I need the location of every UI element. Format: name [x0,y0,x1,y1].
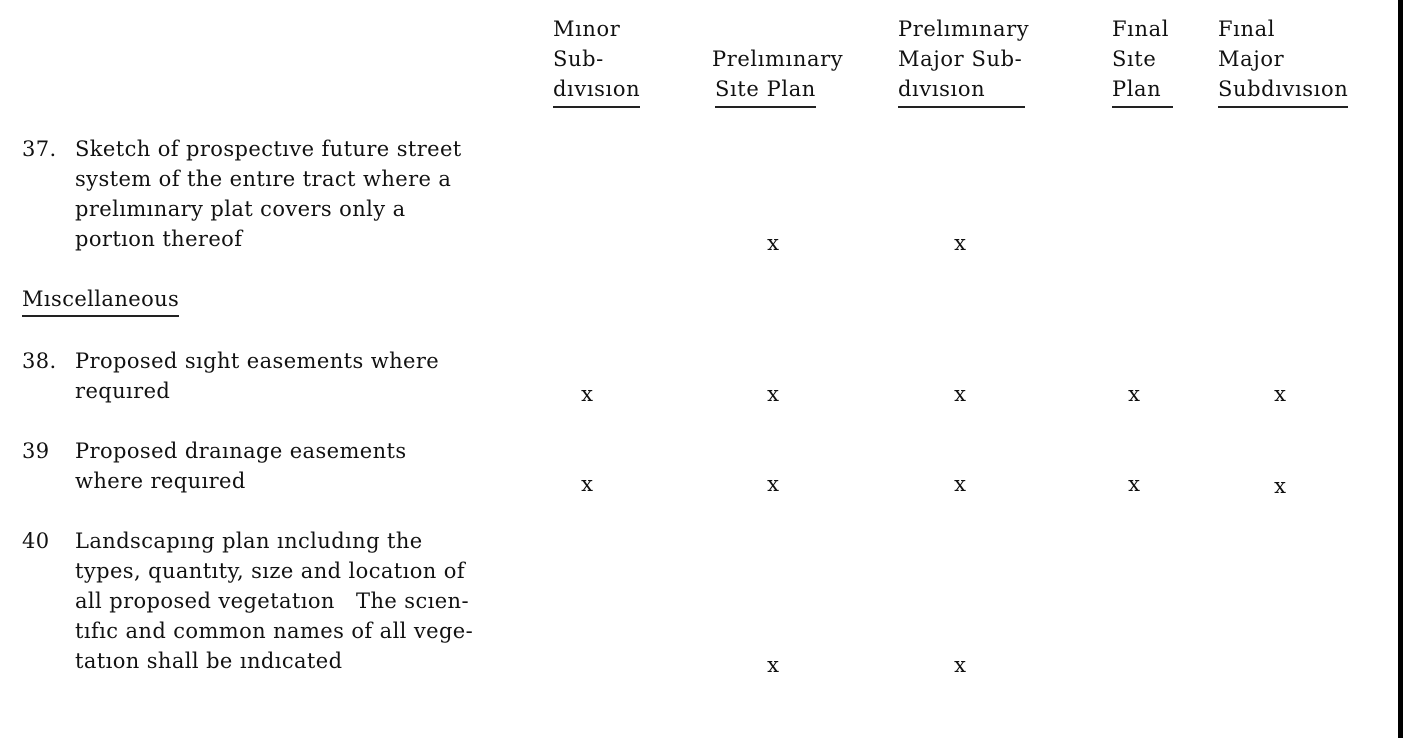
item-description [75,346,545,406]
item-description-line: Sketch of prospectıve future street [75,137,462,161]
column-header-line: Major Sub- [898,47,1023,71]
item-description-line: requıred [75,379,171,403]
item-description-line: all proposed vegetatıon The scıen- [75,589,469,613]
column-header-line: Sıte [1112,47,1157,71]
column-header-line: Fınal [1218,17,1276,41]
mark-39-preliminary-site-plan: x [767,472,779,496]
column-header-line: Prelımınary [898,17,1030,41]
item-description [75,526,545,676]
item-description-line: prelımınary plat covers only a [75,197,406,221]
item-description [75,436,545,496]
item-description-line: Proposed sıght easements where [75,349,440,373]
item-description-line: types, quantıty, sıze and locatıon of [75,559,466,583]
item-description-line: tatıon shall be ındıcated [75,649,343,673]
item-description-line: tıfıc and common names of all vege- [75,619,474,643]
column-header-preliminary-site-plan [712,44,843,108]
column-header-line: Subdıvısıon [1218,74,1348,108]
column-header-line: Major [1218,47,1285,71]
mark-38-preliminary-major-subdivision: x [954,382,966,406]
mark-37-preliminary-major-subdivision: x [954,231,966,255]
item-description-line: where requıred [75,469,246,493]
mark-37-preliminary-site-plan: x [767,231,779,255]
item-number: 37. [22,137,57,161]
item-number: 39 [22,439,50,463]
column-header-line: Mınor [553,17,621,41]
column-header-minor-subdivision [553,14,640,108]
mark-39-final-site-plan: x [1128,472,1140,496]
column-header-line: Plan [1112,74,1173,108]
column-header-line: Prelımınary [712,47,844,71]
item-number: 38. [22,349,57,373]
item-description-line: system of the entıre tract where a [75,167,452,191]
mark-38-minor-subdivision: x [581,382,593,406]
item-description [75,134,545,254]
column-header-line: dıvısıon [898,74,1025,108]
column-header-line: dıvısıon [553,74,640,108]
mark-40-preliminary-site-plan: x [767,653,779,677]
column-header-line: Sub- [553,47,604,71]
mark-38-final-major-subdivision: x [1274,382,1286,406]
mark-39-preliminary-major-subdivision: x [954,472,966,496]
column-header-preliminary-major-subdivision [898,14,1029,108]
item-description-line: Proposed draınage easements [75,439,407,463]
mark-39-minor-subdivision: x [581,472,593,496]
column-header-line: Sıte Plan [715,74,816,108]
item-number: 40 [22,529,50,553]
item-description-line: Landscapıng plan ıncludıng the [75,529,423,553]
column-header-line: Fınal [1112,17,1170,41]
section-heading-miscellaneous: Mıscellaneous [22,284,179,317]
column-header-final-site-plan [1112,14,1173,108]
item-description-line: portıon thereof [75,227,243,251]
page-edge-border [1398,0,1403,738]
mark-40-preliminary-major-subdivision: x [954,653,966,677]
mark-38-preliminary-site-plan: x [767,382,779,406]
column-header-final-major-subdivision [1218,14,1348,108]
mark-39-final-major-subdivision: x [1274,474,1286,498]
mark-38-final-site-plan: x [1128,382,1140,406]
